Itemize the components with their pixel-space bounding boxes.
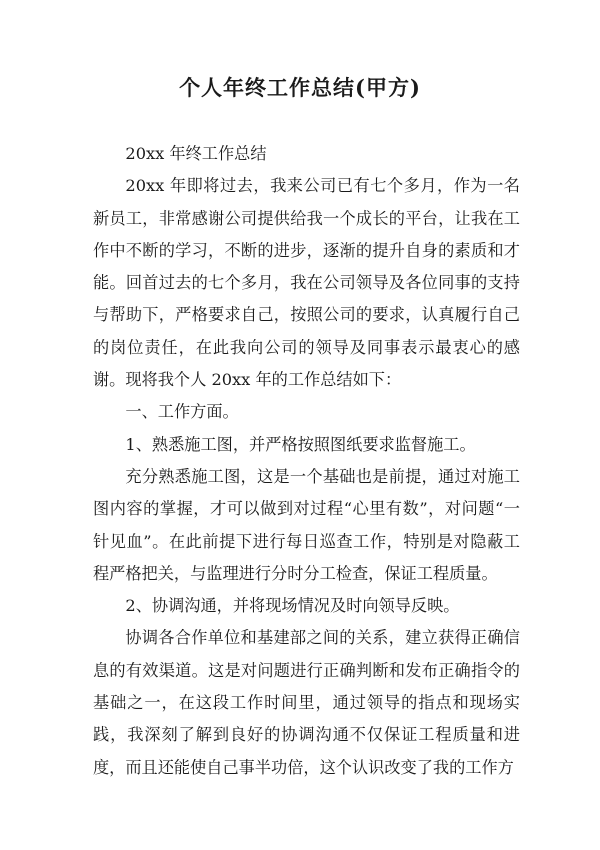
document-body [93, 138, 520, 784]
paragraph-intro: 20xx 年即将过去，我来公司已有七个多月，作为一名新员工，非常感谢公司提供给我一个成长的平台，让我在工作中不断的学习，不断的进步，逐渐的提升自身的素质和才能。回首过去的七个多月，我在公司领导及各位同事的支持与帮助下，严格要求自己，按照公司的要求，认真履行自己的岗位责任，在此我向公司的领导及同事表示最衷心的感谢。现将我个人 20xx 年的工作总结如下： [93, 176, 520, 390]
paragraph-heading: 20xx 年终工作总结 [125, 144, 267, 163]
paragraph-item-1: 充分熟悉施工图，这是一个基础也是前提，通过对施工图内容的掌握，才可以做到对过程“心里有数”，对问题“一针见血”。在此前提下进行每日巡查工作，特别是对隐蔽工程严格把关，与监理进行分时分工检查，保证工程质量。 [93, 466, 520, 583]
section-heading-work: 一、工作方面。 [125, 402, 239, 422]
item-heading-2: 2、协调沟通，并将现场情况及时向领导反映。 [125, 596, 460, 616]
document-title: 个人年终工作总结(甲方) [179, 75, 421, 100]
item-heading-1: 1、熟悉施工图，并严格按照图纸要求监督施工。 [125, 434, 476, 454]
paragraph-item-2: 协调各合作单位和基建部之间的关系，建立获得正确信息的有效渠道。这是对问题进行正确判断和发布正确指令的基础之一，在这段工作时间里，通过领导的指点和现场实践，我深刻了解到良好的协调沟通不仅保证工程质量和进度，而且还能使自己事半功倍，这个认识改变了我的工作方 [93, 628, 520, 777]
